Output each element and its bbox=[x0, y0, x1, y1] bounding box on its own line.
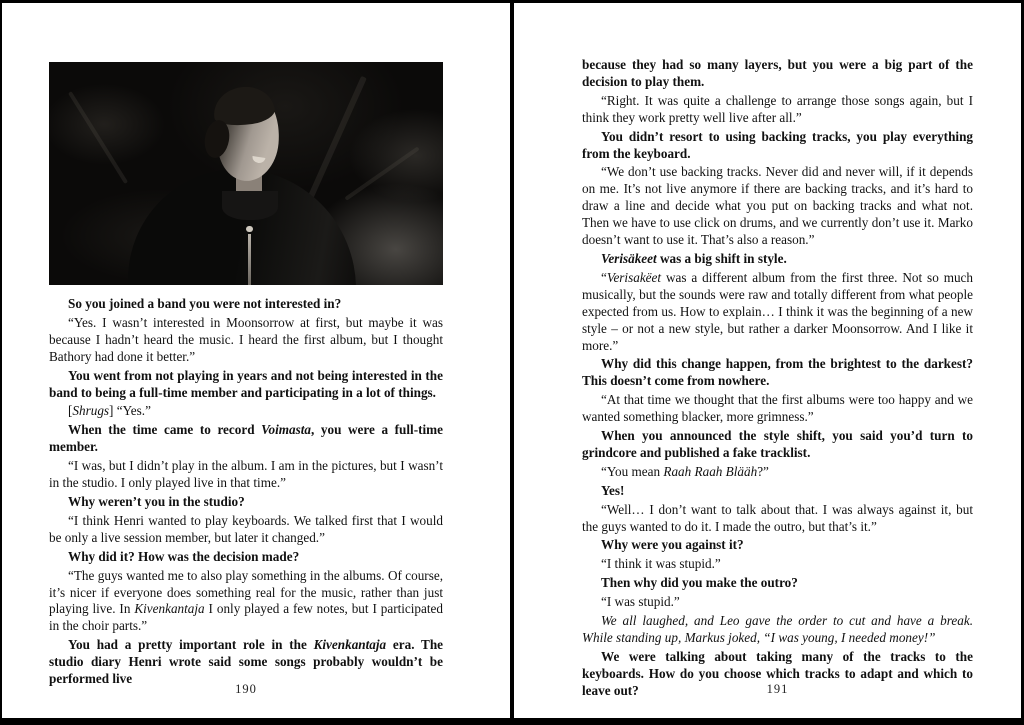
question-paragraph bbox=[582, 251, 973, 268]
question-paragraph bbox=[582, 428, 973, 462]
question-paragraph bbox=[582, 575, 973, 592]
left-page-text-column bbox=[49, 296, 443, 690]
answer-paragraph bbox=[582, 594, 973, 611]
text-segment: You went from not playing in years and not being interested in the band to being a full-time member and participating in a lot of things. bbox=[49, 367, 443, 400]
question-paragraph bbox=[49, 549, 443, 566]
text-segment: When the time came to record bbox=[68, 422, 262, 438]
text-segment: “At that time we thought that the first albums were too happy and we wanted something blacker, more grimness.” bbox=[582, 392, 973, 425]
text-segment: Yes! bbox=[601, 482, 625, 498]
text-segment: Shrugs bbox=[72, 403, 110, 419]
text-segment: was a big shift in style. bbox=[656, 250, 787, 266]
text-segment: “Well… I don’t want to talk about that. I was always against it, but the guys wanted to do it. I made the outro, but that’s it.” bbox=[582, 501, 973, 534]
photo-zipper-pull bbox=[246, 226, 252, 232]
answer-paragraph bbox=[49, 458, 443, 492]
text-segment: You had a pretty important role in the bbox=[68, 637, 314, 653]
text-segment: “ bbox=[601, 269, 607, 285]
question-paragraph bbox=[582, 483, 973, 500]
answer-paragraph bbox=[49, 568, 443, 636]
question-paragraph bbox=[49, 422, 443, 456]
text-segment: “I was stupid.” bbox=[601, 594, 680, 610]
page-gutter-divider bbox=[510, 0, 514, 725]
question-paragraph bbox=[582, 537, 973, 554]
question-paragraph bbox=[49, 637, 443, 688]
answer-paragraph bbox=[582, 464, 973, 481]
question-paragraph bbox=[582, 356, 973, 390]
text-segment: “I think it was stupid.” bbox=[601, 556, 721, 572]
answer-paragraph bbox=[582, 392, 973, 426]
text-segment: Raah Raah Blääh bbox=[663, 463, 758, 479]
photo-branch-shape bbox=[344, 146, 419, 200]
text-segment: Why did it? How was the decision made? bbox=[68, 548, 300, 564]
answer-paragraph bbox=[582, 502, 973, 536]
answer-paragraph bbox=[582, 93, 973, 127]
text-segment: Kivenkantaja bbox=[313, 637, 387, 653]
text-segment: “We don’t use backing tracks. Never did and never will, if it depends on me. It’s not live anymore if there are backing tracks, and it’s hard to draw a line and decide what you put on backing tracks and what not. Then we have to use click on drums, and we currently don’t use it. Marko doesn’t want to use it. That’s also a reason.” bbox=[582, 164, 973, 248]
question-paragraph bbox=[582, 129, 973, 163]
answer-paragraph bbox=[582, 164, 973, 249]
answer-paragraph bbox=[582, 556, 973, 573]
left-border bbox=[0, 0, 2, 725]
text-segment: When you announced the style shift, you said you’d turn to grindcore and published a fake tracklist. bbox=[582, 428, 973, 460]
text-segment: We all laughed, and Leo gave the order to cut and have a break. While standing up, Markus joked, “I was young, I needed money!” bbox=[582, 613, 973, 645]
text-segment: ] “Yes.” bbox=[109, 403, 151, 419]
text-segment: “The guys wanted me to also play something in the albums. Of course, it’s nicer if everyone does something real for the music, rather than just playing live. In bbox=[49, 567, 443, 617]
right-page-text-column bbox=[582, 57, 973, 702]
photo-hoodie-zipper bbox=[248, 234, 251, 285]
text-segment: Verisakëet bbox=[606, 269, 662, 285]
text-segment: was a different album from the first three. Not so much musically, but the sounds were raw and totally different from what people expected from us. How to explain… I think it was the beginning of a new style – or not a new style, but rather a darker Moonsorrow. And I like it more.” bbox=[582, 269, 973, 353]
question-paragraph bbox=[49, 296, 443, 313]
text-segment: “You mean bbox=[601, 463, 664, 479]
text-segment: , you were a full-time member. bbox=[49, 422, 443, 455]
text-segment: “Right. It was quite a challenge to arrange those songs again, but I think they work pretty well live after all.” bbox=[582, 92, 973, 125]
question-paragraph bbox=[49, 368, 443, 402]
photo-branch-shape bbox=[305, 76, 366, 205]
text-segment: Voimasta bbox=[261, 422, 311, 438]
text-segment: We were talking about taking many of the tracks to the keyboards. How do you choose which tracks to adapt and which to leave out? bbox=[582, 648, 973, 698]
text-segment: I only played a few notes, but I participated in the choir parts.” bbox=[49, 601, 443, 634]
photo-man-tshirt bbox=[222, 191, 277, 220]
answer-paragraph bbox=[49, 403, 443, 420]
text-segment: “Yes. I wasn’t interested in Moonsorrow at first, but maybe it was because I hadn’t heard the music. I heard the first album, but I thought Bathory had done it better.” bbox=[49, 314, 443, 364]
text-segment: because they had so many layers, but you were a big part of the decision to play them. bbox=[582, 57, 973, 89]
page-number-left: 190 bbox=[235, 682, 257, 696]
question-paragraph bbox=[582, 57, 973, 91]
page-number-right: 191 bbox=[766, 682, 789, 696]
portrait-photo bbox=[49, 62, 443, 285]
text-segment: Why did this change happen, from the brightest to the darkest? This doesn’t come from nowhere. bbox=[582, 356, 973, 389]
text-segment: Then why did you make the outro? bbox=[601, 575, 798, 591]
narration-paragraph bbox=[582, 613, 973, 647]
text-segment: [ bbox=[68, 403, 73, 419]
text-segment: So you joined a band you were not interested in? bbox=[68, 296, 342, 311]
text-segment: Why were you against it? bbox=[601, 537, 744, 553]
text-segment: ?” bbox=[757, 463, 769, 479]
answer-paragraph bbox=[582, 270, 973, 355]
answer-paragraph bbox=[49, 513, 443, 547]
text-segment: Why weren’t you in the studio? bbox=[68, 493, 245, 509]
text-segment: Kivenkantaja bbox=[134, 601, 205, 617]
photo-branch-shape bbox=[68, 91, 128, 184]
text-segment: “I was, but I didn’t play in the album. I am in the pictures, but I wasn’t in the studio. I only played live in that time.” bbox=[49, 458, 443, 491]
text-segment: era. The studio diary Henri wrote said some songs probably wouldn’t be performed live bbox=[49, 637, 444, 687]
text-segment: Verisäkeet bbox=[601, 250, 657, 266]
text-segment: “I think Henri wanted to play keyboards. We talked first that I would be only a live session member, but later it changed.” bbox=[49, 512, 443, 545]
text-segment: You didn’t resort to using backing tracks, you play everything from the keyboard. bbox=[582, 128, 973, 161]
question-paragraph bbox=[49, 494, 443, 511]
answer-paragraph bbox=[49, 315, 443, 366]
